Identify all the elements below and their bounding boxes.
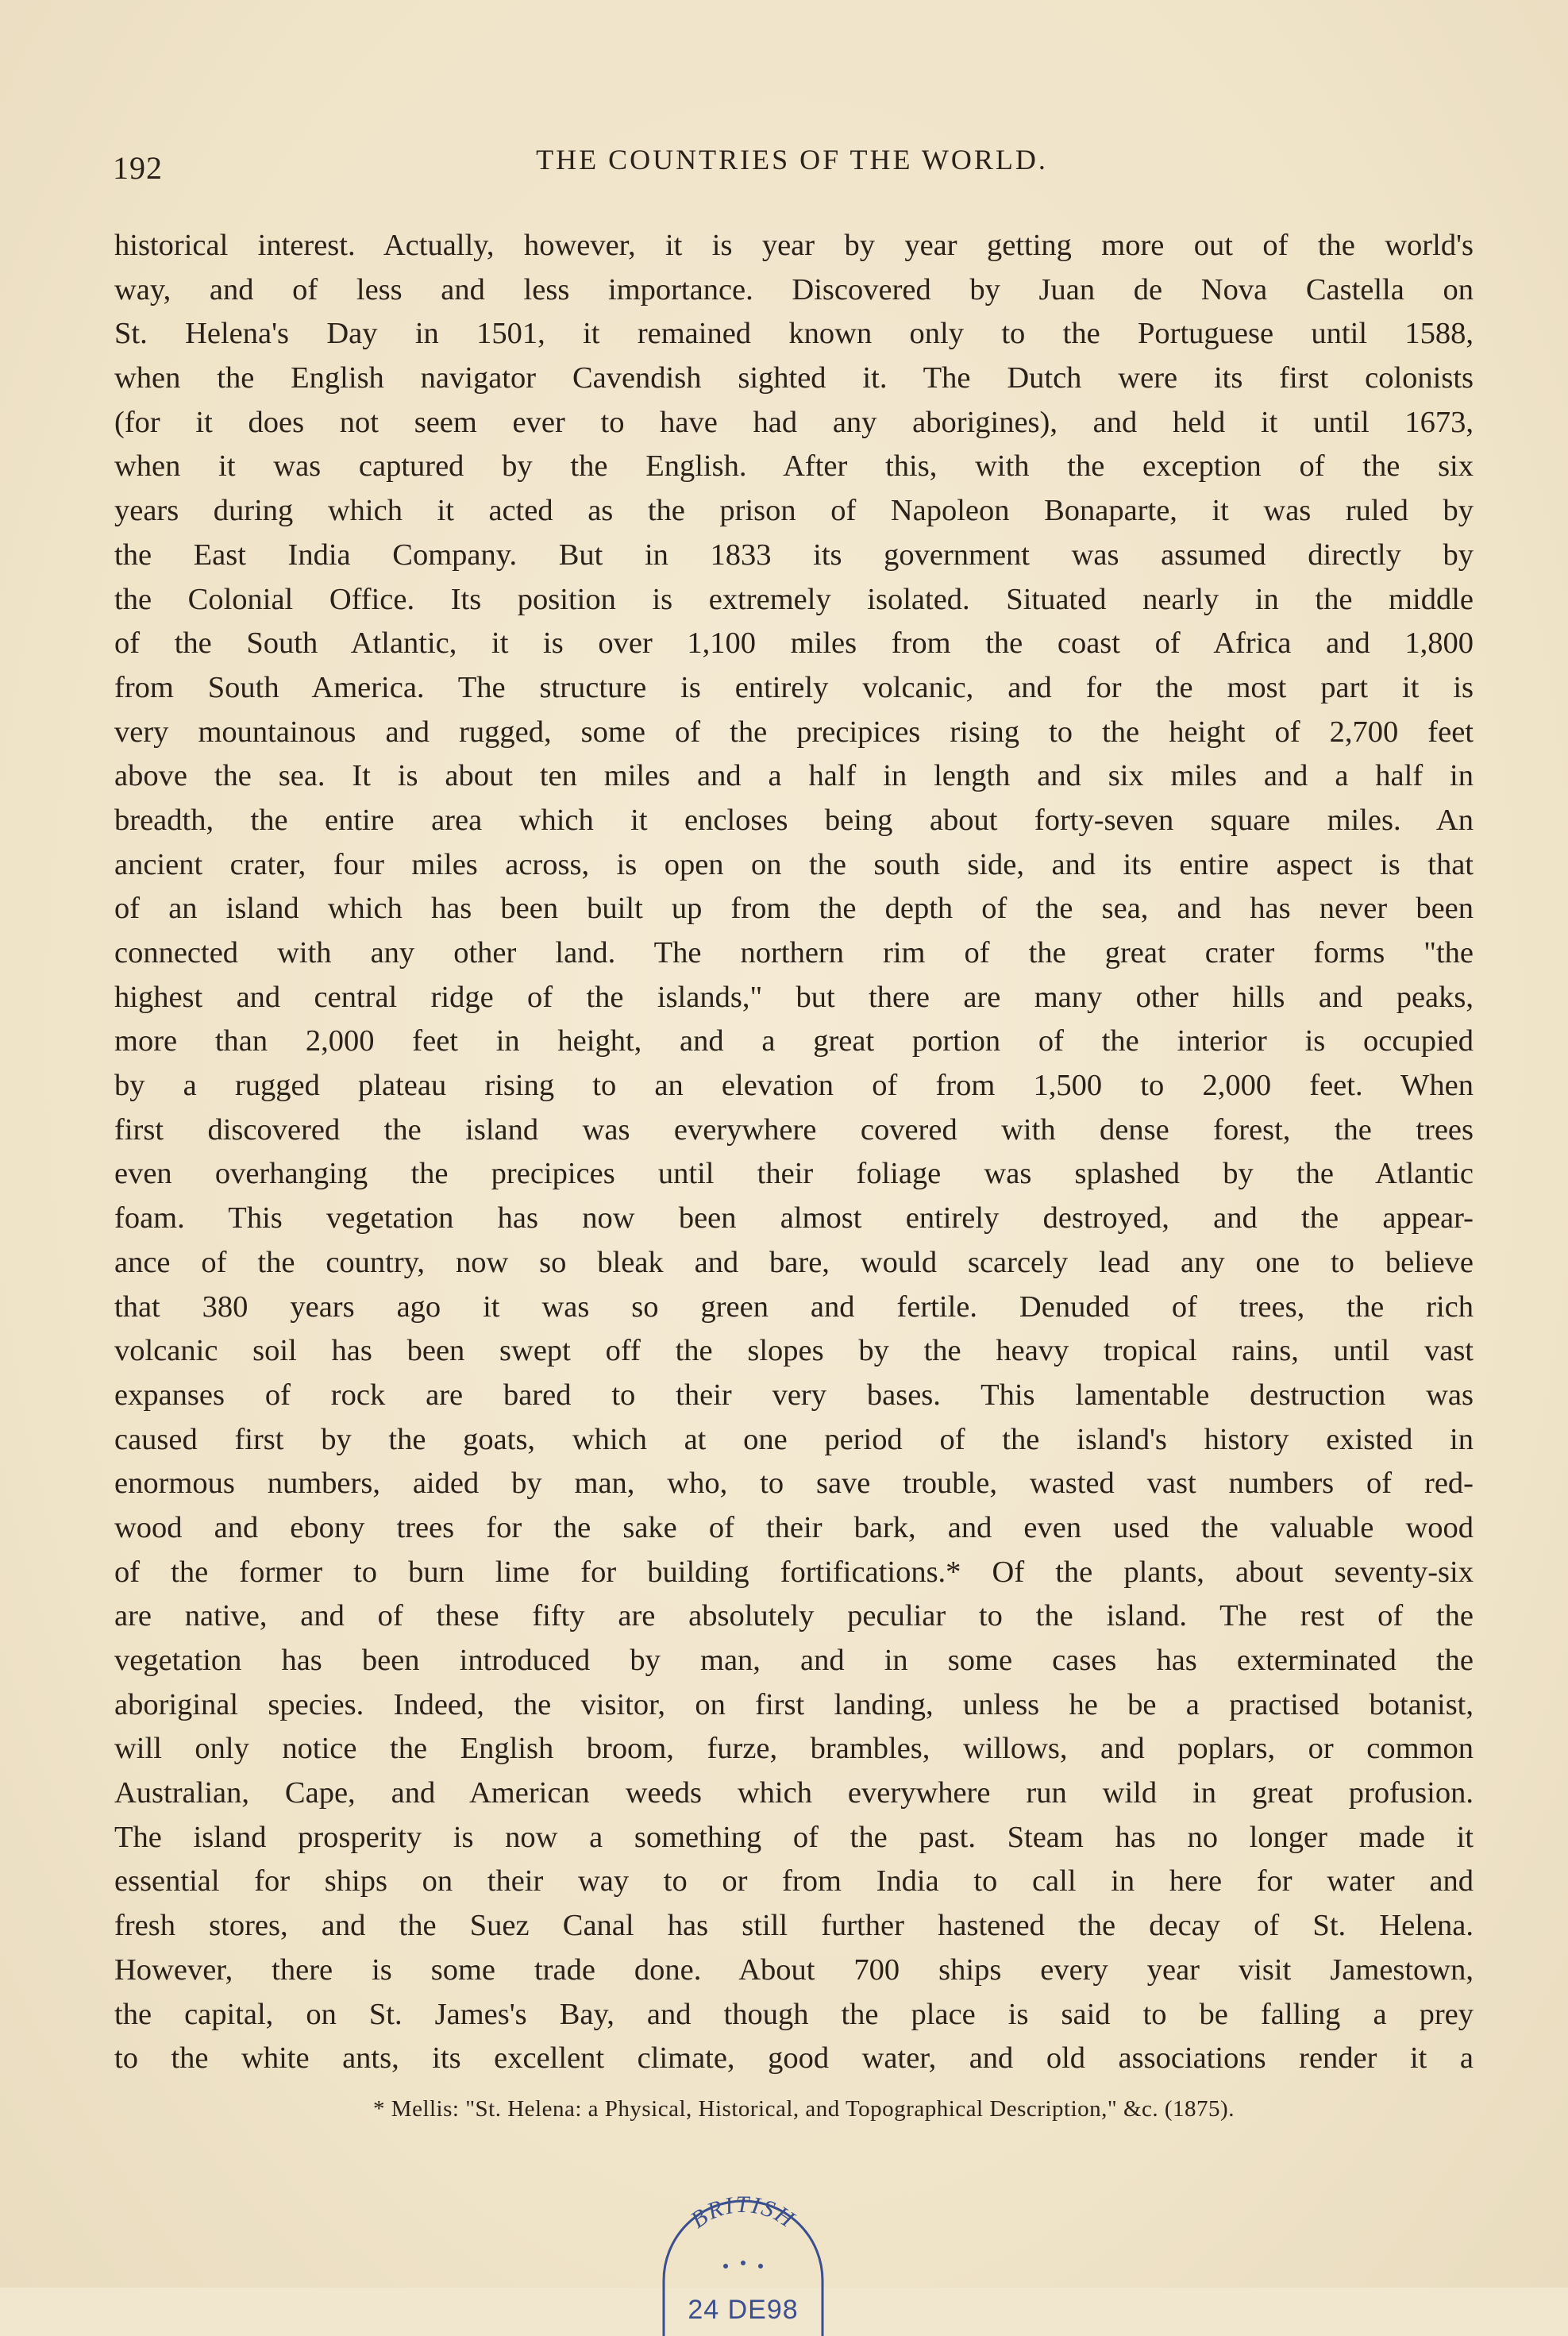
text-line: will only notice the English broom, furze, brambles, willows, and poplars, or common	[114, 1732, 1474, 1766]
page-header	[0, 135, 1568, 186]
text-line: (for it does not seem ever to have had any aborigines), and held it until 1673,	[114, 405, 1474, 439]
running-title: THE COUNTRIES OF THE WORLD.	[536, 144, 1048, 175]
text-line: very mountainous and rugged, some of the precipices rising to the height of 2,700 feet	[114, 715, 1474, 749]
text-line: the East India Company. But in 1833 its government was assumed directly by	[114, 538, 1474, 572]
stamp-arc-text: BRITISH	[686, 2191, 800, 2234]
text-line: highest and central ridge of the islands," but there are many other hills and peaks,	[114, 980, 1474, 1014]
text-line: breadth, the entire area which it encloses being about forty-seven square miles. An	[114, 803, 1474, 837]
text-line: caused first by the goats, which at one period of the island's history existed in	[114, 1422, 1474, 1456]
text-line: of the former to burn lime for building fortifications.* Of the plants, about seventy-six	[114, 1555, 1474, 1589]
text-line: historical interest. Actually, however, it is year by year getting more out of the world's	[114, 229, 1474, 262]
text-line: St. Helena's Day in 1501, it remained known only to the Portuguese until 1588,	[114, 317, 1474, 351]
text-line: expanses of rock are bared to their very bases. This lamentable destruction was	[114, 1378, 1474, 1412]
text-line: aboriginal species. Indeed, the visitor, on first landing, unless he be a practised botanist,	[114, 1687, 1474, 1721]
page-number: 192	[113, 150, 163, 186]
text-line: of the South Atlantic, it is over 1,100 miles from the coast of Africa and 1,800	[114, 626, 1474, 661]
text-line: wood and ebony trees for the sake of their bark, and even used the valuable wood	[114, 1510, 1474, 1544]
text-line: the Colonial Office. Its position is extremely isolated. Situated nearly in the middle	[114, 582, 1474, 616]
library-stamp	[653, 2177, 834, 2336]
text-line: Australian, Cape, and American weeds which everywhere run wild in great profusion.	[114, 1776, 1474, 1810]
text-line: vegetation has been introduced by man, and in some cases has exterminated the	[114, 1644, 1474, 1677]
text-line: from South America. The structure is entirely volcanic, and for the most part it is	[114, 670, 1474, 704]
text-line: are native, and of these fifty are absolutely peculiar to the island. The rest of the	[114, 1599, 1474, 1633]
text-line: by a rugged plateau rising to an elevation of from 1,500 to 2,000 feet. When	[114, 1069, 1474, 1103]
text-line: ance of the country, now so bleak and bare, would scarcely lead any one to believe	[114, 1245, 1474, 1279]
text-line: when it was captured by the English. After this, with the exception of the six	[114, 449, 1474, 484]
text-line: The island prosperity is now a something of the past. Steam has no longer made it	[114, 1820, 1474, 1854]
text-line: enormous numbers, aided by man, who, to save trouble, wasted vast numbers of red-	[114, 1467, 1474, 1501]
body-text	[114, 224, 1474, 2081]
text-line: However, there is some trade done. About 700 ships every year visit Jamestown,	[114, 1952, 1474, 1987]
text-line: more than 2,000 feet in height, and a great portion of the interior is occupied	[114, 1024, 1474, 1058]
text-line: essential for ships on their way to or from India to call in here for water and	[114, 1864, 1474, 1898]
text-line: when the English navigator Cavendish sighted it. The Dutch were its first colonists	[114, 361, 1474, 395]
text-line: foam. This vegetation has now been almost entirely destroyed, and the appear-	[114, 1201, 1474, 1235]
text-line: the capital, on St. James's Bay, and though the place is said to be falling a prey	[114, 1997, 1474, 2031]
text-line: of an island which has been built up from the depth of the sea, and has never been	[114, 892, 1474, 926]
footnote: * Mellis: "St. Helena: a Physical, Historical, and Topographical Description," &c. (1875).	[373, 2096, 1235, 2122]
text-line: first discovered the island was everywhere covered with dense forest, the trees	[114, 1112, 1474, 1147]
text-line: ancient crater, four miles across, is open on the south side, and its entire aspect is that	[114, 847, 1474, 881]
stamp-date: 24 DE98	[688, 2295, 799, 2325]
stamp-dot	[741, 2261, 745, 2265]
text-line: volcanic soil has been swept off the slopes by the heavy tropical rains, until vast	[114, 1334, 1474, 1368]
text-line: connected with any other land. The northern rim of the great crater forms "the	[114, 936, 1474, 969]
text-line: that 380 years ago it was so green and fertile. Denuded of trees, the rich	[114, 1289, 1474, 1324]
text-line: years during which it acted as the prison of Napoleon Bonaparte, it was ruled by	[114, 494, 1474, 528]
text-line: way, and of less and less importance. Discovered by Juan de Nova Castella on	[114, 272, 1474, 306]
text-line: even overhanging the precipices until their foliage was splashed by the Atlantic	[114, 1157, 1474, 1191]
text-line: fresh stores, and the Suez Canal has still further hastened the decay of St. Helena.	[114, 1909, 1474, 1943]
text-line: to the white ants, its excellent climate, good water, and old associations render it a	[114, 2041, 1474, 2076]
text-line: above the sea. It is about ten miles and a half in length and six miles and a half in	[114, 759, 1474, 793]
stamp-dot	[758, 2264, 763, 2269]
stamp-dot	[723, 2264, 728, 2269]
